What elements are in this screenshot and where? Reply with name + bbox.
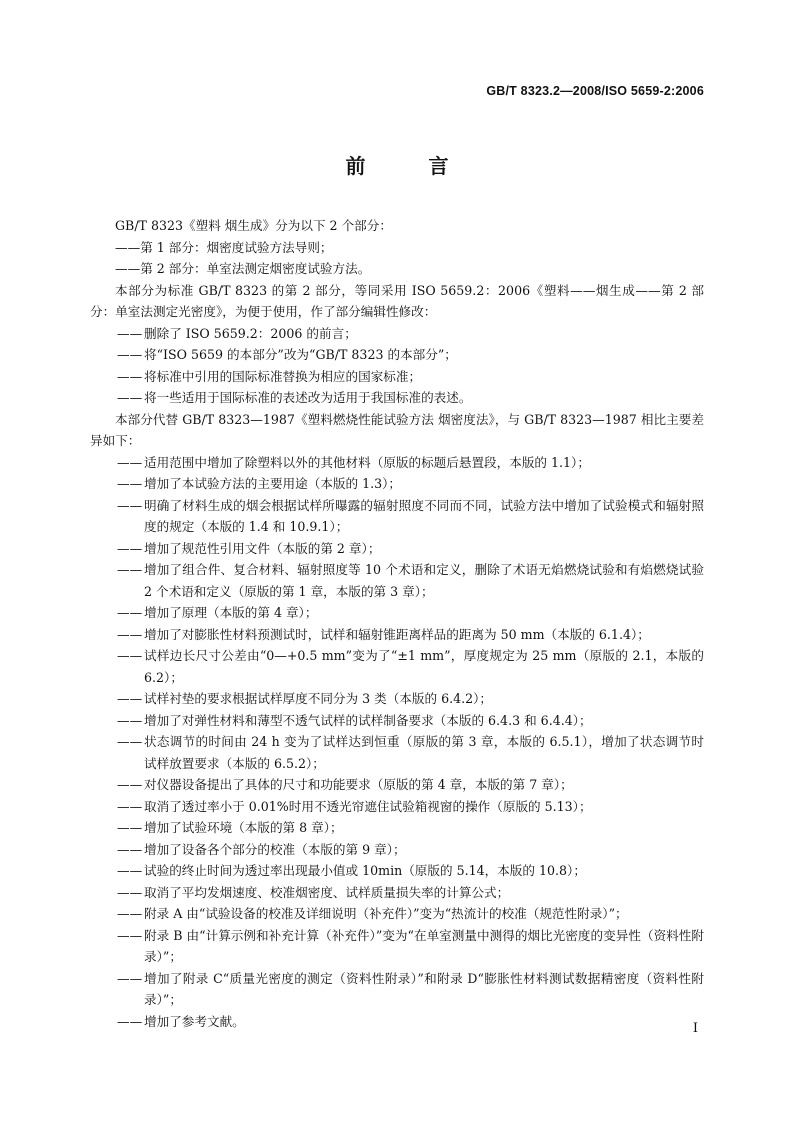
list-item-text: 试验的终止时间为透过率出现最小值或 10min（原版的 5.14，本版的 10.8）； bbox=[144, 863, 586, 878]
list-item bbox=[90, 882, 704, 904]
list-item-text: 增加了参考文献。 bbox=[144, 1013, 245, 1029]
intro-part-1: ——第 1 部分：烟密度试验方法导则； bbox=[115, 239, 333, 255]
list-item bbox=[90, 344, 704, 366]
list-item bbox=[90, 796, 704, 818]
list-item bbox=[90, 1011, 704, 1033]
dash-marker: —— bbox=[117, 906, 143, 921]
intro-part-2: ——第 2 部分：单室法测定烟密度试验方法。 bbox=[115, 261, 371, 276]
list-item bbox=[90, 903, 704, 925]
list-item bbox=[90, 602, 704, 624]
list-item-text: 增加了试验环境（本版的第 8 章）； bbox=[144, 820, 343, 835]
list-item-text: 删除了 ISO 5659.2：2006 的前言； bbox=[144, 325, 357, 341]
list-item bbox=[90, 774, 704, 796]
dash-marker: —— bbox=[117, 648, 143, 663]
equivalence-paragraph: 本部分为标准 GB/T 8323 的第 2 部分，等同采用 ISO 5659.2：2006《塑料——烟生成——第 2 部分：单室法测定光密度》，为便于使用，作了部分编辑性修改： bbox=[90, 282, 704, 319]
dash-marker: —— bbox=[117, 605, 143, 620]
dash-marker: —— bbox=[117, 863, 143, 878]
dash-marker: —— bbox=[117, 1013, 143, 1029]
dash-marker: —— bbox=[117, 454, 143, 470]
dash-marker: —— bbox=[117, 712, 143, 728]
dash-marker: —— bbox=[117, 691, 143, 706]
list-item-text: 附录 B 由“计算示例和补充计算（补充件）”变为“在单室测量中测得的烟比光密度的变异性（资料性附录）”； bbox=[144, 927, 704, 964]
dash-marker: —— bbox=[117, 562, 143, 577]
list-item-text: 增加了对弹性材料和薄型不透气试样的试样制备要求（本版的 6.4.3 和 6.4.4）； bbox=[144, 712, 592, 728]
list-item-text: 状态调节的时间由 24 h 变为了试样达到恒重（原版的第 3 章，本版的 6.5.1），增加了状态调节时试样放置要求（本版的 6.5.2）； bbox=[144, 734, 704, 771]
editorial-changes-list bbox=[90, 323, 704, 409]
list-item bbox=[90, 624, 704, 646]
document-body bbox=[90, 215, 704, 1032]
list-item-text: 增加了设备各个部分的校准（本版的第 9 章）； bbox=[144, 841, 406, 857]
list-item bbox=[90, 688, 704, 710]
list-item bbox=[90, 731, 704, 774]
differences-list bbox=[90, 452, 704, 1033]
list-item bbox=[90, 387, 704, 409]
list-item-text: 将一些适用于国际标准的表述改为适用于我国标准的表述。 bbox=[144, 390, 472, 405]
list-item bbox=[90, 925, 704, 968]
list-item-text: 明确了材料生成的烟会根据试样所曝露的辐射照度不同而不同，试验方法中增加了试验模式和辐射照度的规定（本版的 1.4 和 10.9.1）； bbox=[144, 497, 704, 534]
dash-marker: —— bbox=[117, 347, 143, 362]
list-item bbox=[90, 817, 704, 839]
dash-marker: —— bbox=[117, 626, 143, 642]
dash-marker: —— bbox=[117, 884, 143, 900]
page-title: 前 言 bbox=[345, 154, 477, 178]
dash-marker: —— bbox=[117, 777, 143, 792]
list-item bbox=[90, 495, 704, 538]
dash-marker: —— bbox=[117, 325, 143, 341]
standard-number-header: GB/T 8323.2—2008/ISO 5659-2:2006 bbox=[486, 84, 704, 98]
list-item bbox=[90, 538, 704, 560]
dash-marker: —— bbox=[117, 734, 143, 749]
list-item-text: 将“ISO 5659 的本部分”改为“GB/T 8323 的本部分”； bbox=[144, 347, 457, 362]
dash-marker: —— bbox=[117, 820, 143, 835]
list-item-text: 取消了透过率小于 0.01%时用不透光帘遮住试验箱视窗的操作（原版的 5.13）； bbox=[144, 798, 592, 814]
dash-marker: —— bbox=[117, 390, 143, 405]
list-item-text: 试样衬垫的要求根据试样厚度不同分为 3 类（本版的 6.4.2）； bbox=[144, 691, 493, 706]
dash-marker: —— bbox=[117, 540, 143, 556]
dash-marker: —— bbox=[117, 841, 143, 857]
list-item bbox=[90, 710, 704, 732]
intro-paragraph: GB/T 8323《塑料 烟生成》分为以下 2 个部分： bbox=[115, 218, 392, 233]
list-item-text: 增加了组合件、复合材料、辐射照度等 10 个术语和定义，删除了术语无焰燃烧试验和有焰燃烧试验 2 个术语和定义（原版的第 1 章，本版的第 3 章）； bbox=[144, 562, 704, 599]
list-item-text: 适用范围中增加了除塑料以外的其他材料（原版的标题后悬置段，本版的 1.1）； bbox=[144, 454, 590, 470]
list-item bbox=[90, 968, 704, 1011]
list-item-text: 取消了平均发烟速度、校准烟密度、试样质量损失率的计算公式； bbox=[144, 884, 510, 900]
list-item-text: 附录 A 由“试验设备的校准及详细说明（补充件）”变为“热流计的校准（规范性附录）”； bbox=[144, 906, 628, 921]
list-item-text: 增加了规范性引用文件（本版的第 2 章）； bbox=[144, 540, 381, 556]
replacement-paragraph: 本部分代替 GB/T 8323—1987《塑料燃烧性能试验方法 烟密度法》，与 GB/T 8323—1987 相比主要差异如下： bbox=[90, 411, 704, 448]
dash-marker: —— bbox=[117, 497, 143, 513]
list-item bbox=[90, 645, 704, 688]
list-item bbox=[90, 323, 704, 345]
list-item bbox=[90, 839, 704, 861]
list-item bbox=[90, 452, 704, 474]
list-item-text: 增加了附录 C“质量光密度的测定（资料性附录）”和附录 D“膨胀性材料测试数据精密度（资料性附录）”； bbox=[144, 970, 704, 1007]
dash-marker: —— bbox=[117, 476, 143, 491]
dash-marker: —— bbox=[117, 927, 143, 943]
page-number: I bbox=[692, 1021, 698, 1036]
list-item-text: 对仪器设备提出了具体的尺寸和功能要求（原版的第 4 章，本版的第 7 章）； bbox=[144, 777, 573, 792]
dash-marker: —— bbox=[117, 970, 143, 986]
list-item-text: 增加了本试验方法的主要用途（本版的 1.3）； bbox=[144, 476, 402, 491]
list-item bbox=[90, 860, 704, 882]
list-item-text: 增加了对膨胀性材料预测试时，试样和辐射锥距离样品的距离为 50 mm（本版的 6.1.4）； bbox=[144, 626, 650, 642]
list-item-text: 试样边长尺寸公差由“0—+0.5 mm”变为了“±1 mm”，厚度规定为 25 mm（原版的 2.1，本版的 6.2）； bbox=[144, 648, 704, 685]
list-item-text: 增加了原理（本版的第 4 章）； bbox=[144, 605, 318, 620]
list-item-text: 将标准中引用的国际标准替换为相应的国家标准； bbox=[144, 368, 422, 384]
dash-marker: —— bbox=[117, 798, 143, 814]
list-item bbox=[90, 366, 704, 388]
list-item bbox=[90, 559, 704, 602]
list-item bbox=[90, 473, 704, 495]
dash-marker: —— bbox=[117, 368, 143, 384]
